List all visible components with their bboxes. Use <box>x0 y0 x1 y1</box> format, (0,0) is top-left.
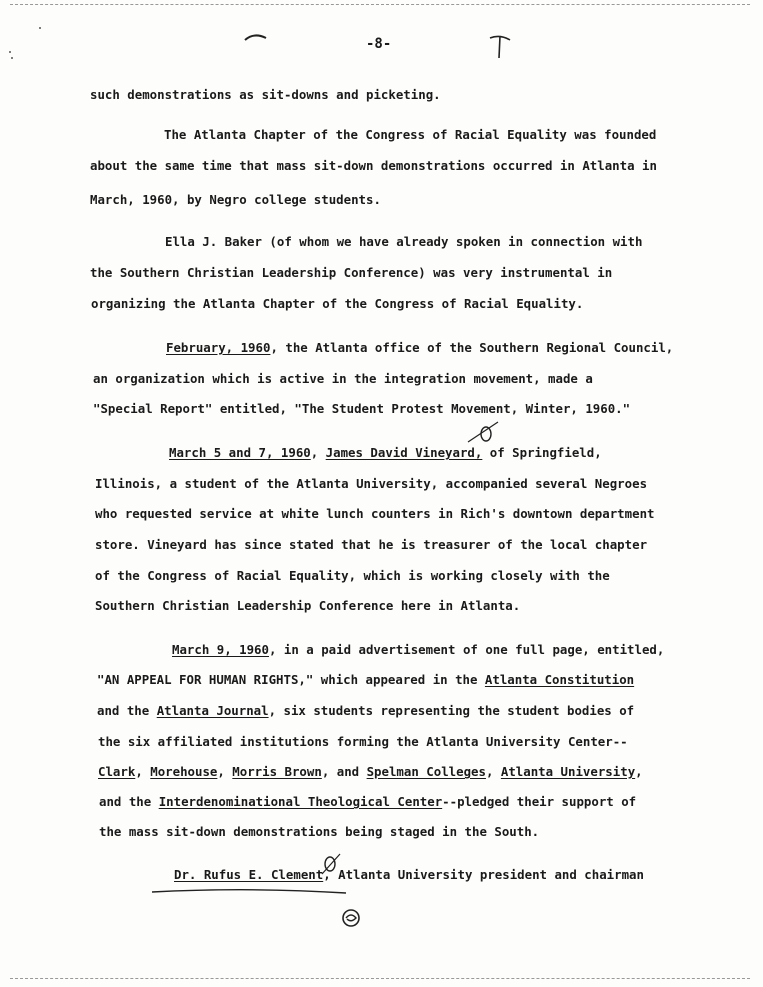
page-number: -8- <box>366 36 392 52</box>
text-span: Illinois, a student of the Atlanta University, accompanied several Negroes <box>95 476 648 491</box>
text-line <box>90 265 612 280</box>
text-line <box>97 672 634 687</box>
text-span: the mass sit-down demonstrations being staged in the South. <box>99 824 540 839</box>
text-span: and the <box>97 703 157 718</box>
text-line <box>165 234 642 249</box>
underlined-text: Atlanta University <box>500 764 636 779</box>
text-span: March, 1960, by Negro college students. <box>90 192 381 207</box>
text-span: who requested service at white lunch counters in Rich's downtown department <box>95 506 655 521</box>
text-span: "AN APPEAL FOR HUMAN RIGHTS," which appeared in the <box>97 672 485 687</box>
text-span: , <box>135 764 151 779</box>
text-span: , Atlanta University president and chairman <box>323 867 644 882</box>
text-span: , <box>217 764 233 779</box>
bottom-dashed-border <box>10 978 750 979</box>
text-line <box>98 734 628 749</box>
text-line <box>95 598 520 613</box>
text-line <box>174 867 644 882</box>
text-line <box>95 537 647 552</box>
text-span: of the Congress of Racial Equality, which is working closely with the <box>95 568 610 583</box>
underlined-text: Morehouse <box>150 764 218 779</box>
handwritten-t-mark <box>488 32 512 60</box>
text-line <box>98 764 643 779</box>
text-line <box>166 340 673 355</box>
text-line <box>95 476 647 491</box>
text-line <box>97 703 634 718</box>
text-span: The Atlanta Chapter of the Congress of Racial Equality was founded <box>164 127 657 142</box>
text-line <box>90 87 441 102</box>
handwritten-o-mark-clement <box>318 852 344 876</box>
text-line <box>172 642 664 657</box>
underlined-text: Clark <box>98 764 136 779</box>
underlined-text: March 5 and 7, 1960 <box>169 445 311 460</box>
text-span: Southern Christian Leadership Conference here in Atlanta. <box>95 598 521 613</box>
text-span: , <box>485 764 501 779</box>
text-span: , in a paid advertisement of one full page, entitled, <box>268 642 665 657</box>
text-span: about the same time that mass sit-down demonstrations occurred in Atlanta in <box>90 158 657 173</box>
text-span: , six students representing the student bodies of <box>268 703 635 718</box>
text-line <box>169 445 602 460</box>
top-dashed-border <box>10 4 750 5</box>
text-line <box>93 401 630 416</box>
text-line <box>95 506 655 521</box>
handwritten-underline-stroke <box>150 884 350 898</box>
text-line <box>91 296 583 311</box>
text-span: , <box>635 764 643 779</box>
underlined-text: Atlanta Journal <box>156 703 269 718</box>
text-line <box>164 127 656 142</box>
text-span: organizing the Atlanta Chapter of the Congress of Racial Equality. <box>91 296 584 311</box>
underlined-text: Morris Brown <box>232 764 322 779</box>
underlined-text: March 9, 1960 <box>172 642 269 657</box>
underlined-text: James David Vineyard, <box>325 445 483 460</box>
text-line <box>99 794 636 809</box>
text-span: Ella J. Baker (of whom we have already spoken in connection with <box>165 234 643 249</box>
text-span: of Springfield, <box>482 445 602 460</box>
text-span: the Southern Christian Leadership Conference) was very instrumental in <box>90 265 613 280</box>
text-span: , the Atlanta office of the Southern Regional Council, <box>270 340 674 355</box>
underlined-text: February, 1960 <box>166 340 271 355</box>
text-line <box>99 824 539 839</box>
underlined-text: Spelman Colleges <box>366 764 486 779</box>
text-line <box>95 568 610 583</box>
text-span: such demonstrations as sit-downs and picketing. <box>90 87 441 102</box>
handwritten-initials-mark <box>338 906 366 930</box>
margin-speck-marks <box>4 24 44 64</box>
text-span: , and <box>321 764 367 779</box>
text-span: store. Vineyard has since stated that he is treasurer of the local chapter <box>95 537 648 552</box>
text-span: the six affiliated institutions forming the Atlanta University Center-- <box>98 734 628 749</box>
underlined-text: Interdenominational Theological Center <box>158 794 443 809</box>
text-span: an organization which is active in the integration movement, made a <box>93 371 593 386</box>
text-span: and the <box>99 794 159 809</box>
text-span: "Special Report" entitled, "The Student Protest Movement, Winter, 1960." <box>93 401 631 416</box>
handwritten-arc-mark <box>244 32 268 44</box>
text-span: , <box>310 445 326 460</box>
text-line <box>90 158 657 173</box>
text-line <box>93 371 593 386</box>
underlined-text: Dr. Rufus E. Clement <box>174 867 324 882</box>
underlined-text: Atlanta Constitution <box>484 672 635 687</box>
text-line <box>90 192 381 207</box>
handwritten-o-mark-vineyard <box>462 420 502 446</box>
text-span: --pledged their support of <box>442 794 637 809</box>
